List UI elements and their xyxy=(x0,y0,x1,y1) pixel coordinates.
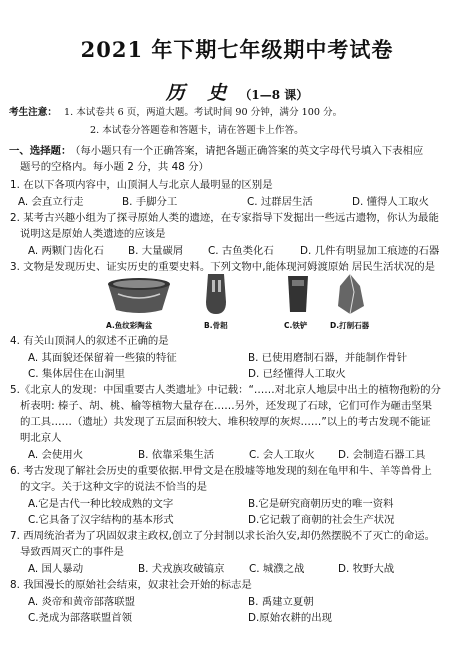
q4-option-a: A. 其面貌还保留着一些猿的特征 xyxy=(28,352,177,364)
q8-option-c: C.尧成为部落联盟首领 xyxy=(28,612,133,624)
bone-spade-image xyxy=(196,272,236,316)
subject-heading xyxy=(0,78,474,105)
q7-stem-line-2: 导致西周灭亡的事件是 xyxy=(20,546,124,558)
figure-a-caption: A.鱼纹彩陶盆 xyxy=(106,321,153,330)
lesson-range: （1—8 课） xyxy=(239,88,309,102)
q2-stem-line-1: 2. 某考古兴趣小组为了探寻原始人类的遗迹，在专家指导下发掘出一些远古遗物，你认为最能 xyxy=(10,212,439,224)
chipped-stone-tool-image xyxy=(330,272,370,316)
q1-option-d: D. 懂得人工取火 xyxy=(352,196,429,208)
iron-shovel-image xyxy=(278,272,318,316)
q4-option-b: B. 已使用磨制石器，并能制作骨针 xyxy=(248,352,408,364)
q6-option-a: A.它是古代一种比较成熟的文字 xyxy=(28,498,174,510)
q5-stem-line-1: 5.《北京人的发现：中国重要古人类遗址》中记载：“……对北京人地层中出土的植物孢粉的分 xyxy=(10,384,441,396)
q5-option-b: B. 依靠采集生活 xyxy=(138,449,215,461)
subject-name: 历 史 xyxy=(165,82,235,104)
q6-stem-line-1: 6. 考古发现了解社会历史的重要依据.甲骨文是在殷墟等地发现的刻在龟甲和牛、羊等兽骨上 xyxy=(10,465,432,477)
section-desc-2: 题号的空格内。每小题 2 分，共 48 分） xyxy=(20,161,209,173)
q5-option-c: C. 会人工取火 xyxy=(249,449,315,461)
notice-line-1: 1. 本试卷共 6 页，两道大题。考试时间 90 分钟，满分 100 分。 xyxy=(64,107,343,118)
q8-option-b: B. 禹建立夏朝 xyxy=(248,596,314,608)
q2-option-c: C. 古鱼类化石 xyxy=(208,245,274,257)
q7-stem-line-1: 7. 西周统治者为了巩固奴隶主政权,创立了分封制以求长治久安,却仍然摆脱不了灭亡的命运。 xyxy=(10,530,436,542)
q7-option-b: B. 犬戎族攻破镐京 xyxy=(138,563,225,575)
q5-stem-line-3: 的工具……（遗址）共发现了五层面积较大、堆积较厚的灰烬……”以上的考古发现不能证 xyxy=(20,416,431,428)
exam-title: 2021 年下期七年级期中考试卷 xyxy=(80,37,394,62)
q2-option-b: B. 大量碳屑 xyxy=(128,245,184,257)
q3-stem: 3. 文物是发现历史、证实历史的重要史料。下列文物中,能体现河姆渡原始 居民生活状况的是 xyxy=(10,261,436,273)
q6-option-c: C.它具备了汉字结构的基本形式 xyxy=(28,514,174,526)
q4-stem: 4. 有关山顶洞人的叙述不正确的是 xyxy=(10,335,169,347)
q1-option-c: C. 过群居生活 xyxy=(247,196,313,208)
q7-option-c: C. 城濮之战 xyxy=(249,563,305,575)
q4-option-d: D. 已经懂得人工取火 xyxy=(248,368,346,380)
q4-option-c: C. 集体居住在山洞里 xyxy=(28,368,125,380)
figure-b-caption: B.骨耜 xyxy=(204,321,228,330)
q5-option-a: A. 会使用火 xyxy=(28,449,84,461)
q2-stem-line-2: 说明这是原始人类遗迹的应该是 xyxy=(20,228,166,240)
q7-option-d: D. 牧野大战 xyxy=(338,563,395,575)
q7-option-a: A. 国人暴动 xyxy=(28,563,84,575)
q5-option-d: D. 会制造石器工具 xyxy=(338,449,426,461)
notice-label: 考生注意： xyxy=(9,107,57,118)
q6-option-b: B.它是研究商朝历史的唯一资料 xyxy=(248,498,394,510)
q8-option-a: A. 炎帝和黄帝部落联盟 xyxy=(28,596,136,608)
notice-line-2: 2. 本试卷分答题卷和答题卡，请在答题卡上作答。 xyxy=(90,125,304,136)
figure-d-caption: D.打制石器 xyxy=(330,321,370,330)
q1-option-b: B. 手脚分工 xyxy=(122,196,178,208)
figure-c-caption: C.铁铲 xyxy=(284,321,308,330)
section-desc-1: （每小题只有一个正确答案，请把各题正确答案的英文字母代号填入下表相应 xyxy=(70,145,424,157)
q5-stem-line-4: 明北京人 xyxy=(20,432,62,444)
q2-option-a: A. 两颗门齿化石 xyxy=(28,245,104,257)
q6-stem-line-2: 的文字。关于这种文字的说法不恰当的是 xyxy=(20,481,208,493)
q8-stem: 8. 我国漫长的原始社会结束，奴隶社会开始的标志是 xyxy=(10,579,252,591)
q5-stem-line-2: 析表明: 榛子、胡、桃、榆等植物大量存在……另外，还发现了石球，它们可作为砸击坚果 xyxy=(20,400,433,412)
section-title: 一、选择题： xyxy=(9,145,72,157)
q8-option-d: D.原始农耕的出现 xyxy=(248,612,333,624)
q2-option-d: D. 几件有明显加工痕迹的石器 xyxy=(300,245,440,257)
painted-pottery-basin-image xyxy=(104,272,174,316)
q1-stem: 1. 在以下各项内容中，山顶洞人与北京人最明显的区别是 xyxy=(10,179,273,191)
q1-option-a: A. 会直立行走 xyxy=(18,196,84,208)
q6-option-d: D.它记载了商朝的社会生产状况 xyxy=(248,514,395,526)
